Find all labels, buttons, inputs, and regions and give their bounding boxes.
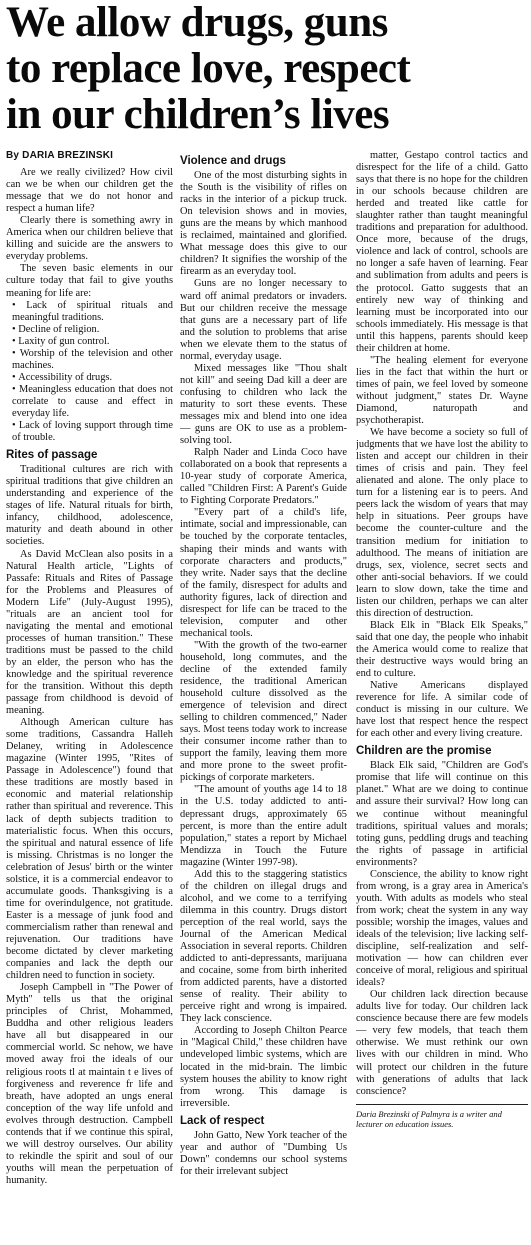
byline: By DARIA BREZINSKI [6,150,114,161]
bullet-item: • Worship of the television and other machines. [6,348,173,372]
paragraph: Our children lack direction because adults live for today. Our children lack conscience because there are few models — very few models, that teach them otherwise. We must rethink our own lives with our children in mind. Who will protect our children in the future with generations of adults that lack conscience? [356,989,528,1097]
bullet-item: • Lack of spiritual rituals and meaningful traditions. [6,300,173,324]
paragraph: The seven basic elements in our culture today that fail to give youths meaning for life are: [6,263,173,299]
bullet-item: • Meaningless education that does not correlate to cause and effect in everyday life. [6,384,173,420]
bullet-item: • Lack of loving support through time of trouble. [6,420,173,444]
paragraph: Are we really civilized? How civil can we be when our children get the message that we do not honor and respect a human life? [6,167,173,215]
bullet-item: • Laxity of gun control. [6,336,173,348]
headline [6,0,528,138]
paragraph: Add this to the staggering statistics of the children on illegal drugs and alcohol, and we come to a terrifying dilemma in this country. Drugs distort perception of the real world, says the Journal of the American Medical Association in several reports. Children addicted to anti-depressants, marijuana and cocaine, some from birth inherited from addicted parents, have a distorted sense of reality. Their ability to perceive right and wrong is impaired. They lack conscience. [180,868,347,1025]
paragraph: Mixed messages like "Thou shalt not kill" and seeing Dad kill a deer are confusing to children who lack the maturity to sort these events. These messages mix and blend into one idea — guns are OK to use as a problem-solving tool. [180,362,347,447]
paragraph: Clearly there is something awry in America when our children believe that killing and suicide are the answers to everyday problems. [6,215,173,263]
paragraph: John Gatto, New York teacher of the year and author of "Dumbing Us Down" condemns our school systems for their irrelevant subject [180,1129,347,1177]
section-heading: Violence and drugs [180,155,286,167]
article-column-3 [356,150,528,1240]
headline-line-2: to replace love, respect [6,45,411,92]
bullet-item: • Decline of religion. [6,324,173,336]
paragraph: One of the most disturbing sights in the South is the visibility of rifles on racks in the interior of a pickup truck. On television shows and in movies, guns are the means by which manhood is reclaimed, maintained and glorified. What message does this give to our children? It signifies the worship of the firearm as an everyday tool. [180,170,347,278]
article-column-2 [180,150,347,1240]
paragraph: Conscience, the ability to know right from wrong, is a gray area in America's youth. With adults as models who steal from work; cheat the system in any way possible; worship the images, values and ideals of the television; live lacking self-discipline, self-realization and self-motivation — how can children ever conceive of moral, religious and spiritual ideals? [356,868,528,989]
paragraph: Black Elk said, "Children are God's promise that life will continue on this planet." What are we doing to continue and assure their survival? How long can we continue without meaningful traditions, spiritual values and morals; toting guns, peddling drugs and teaching the rights of passage in artificial environments? [356,760,528,868]
paragraph: Joseph Campbell in "The Power of Myth" tells us that the original principles of Christ, Mohammed, Buddha and other religious leaders have all but disappeared in our commercial world. Sc nehow, we have moved away froi the ideals of our religious roots tl at maintain t e lives of forgiveness and reverence fr life and breath, have adopted an ungs eneral conception of the way life unfold and evolves through destruction. Campbell contends that if we continue this spiral, we will destroy ourselves. Our ability to rekindle the spirit and soul of our youths will mean the perpetuation of humanity. [6,982,173,1186]
section-heading: Lack of respect [180,1114,265,1127]
paragraph: "The amount of youths age 14 to 18 in the U.S. today addicted to anti-depressant drugs, approximately 65 percent, is more than the entire adult population," states a report by Michael Mendizza in Touch the Future magazine (Winter 1997-98). [180,784,347,868]
paragraph: "Every part of a child's life, intimate, social and impressionable, can be touched by the corporate tentacles, shaping their minds and wants with corporate characters and products," they write. Nader says that the decline of the family, disrespect for adults and authority figures, lack of direction and disrespect for life can be traced to the television, computer and other mechanical tools. [180,507,347,639]
paragraph: Black Elk in "Black Elk Speaks," said that one day, the people who inhabit the America would come to realize that their destructive ways would bring an end to culture. [356,619,528,680]
headline-line-1: We allow drugs, guns [6,0,388,46]
article-column-1 [6,150,173,1240]
paragraph: Ralph Nader and Linda Coco have collaborated on a book that represents a 10-year study of corporate America, called "Children First: A Parent's Guide to Fighting Corporate Predators." [180,447,347,507]
headline-line-3: in our children’s lives [6,91,390,138]
paragraph: matter, Gestapo control tactics and disrespect for the life of a child. Gatto says that there is no hope for the children in our schools because children are herded and treated like cattle for slaughter rather than taught meaningful traditions and preparation for adulthood. Once more, because of the drugs, violence and lack of control, schools are no longer a safe haven of learning. Fear and sublimation from adults and peers is the protocol. Gatto suggests that an entirely new way of thinking and learning must be incorporated into our schools immediately. His message is that until this happens, parents should keep their children at home. [356,150,528,354]
section-heading: Children are the promise [356,745,492,758]
paragraph: Traditional cultures are rich with spiritual traditions that give children an understanding and experience of the stages of life. Natural rituals for birth, infancy, childhood, adolescence, maturity and death abound in other societies. [6,464,173,548]
paragraph: "With the growth of the two-earner household, long commutes, and the decline of the extended family residence, the traditional American household culture dissolved as the emergence of television and direct selling to children commenced," Nader says. Most teens today work to increase their consumer income rather than to support the family, leaving them more and more prone to the sweet profit-pickings of corporate marketers. [180,639,347,784]
paragraph: Native Americans displayed reverence for life. A similar code of conduct is missing in our culture. We have lost that respect hence the respect for each other and every living creature. [356,680,528,740]
paragraph: As David McClean also posits in a Natural Health article, "Lights of Passafe: Rituals and Rites of Passage for the Problems and Pleasures of Modern Life" (July-August 1995), "rituals are an ancient tool for navigating the mental and emotional processes of human transition." These traditions must be passed to the child by an elder, the person who has the knowledge and the spiritual reverence for the transition. Without this depth passage from childhood is devoid of meaning. [6,548,173,717]
bullet-item: • Accessibility of drugs. [6,372,173,384]
paragraph: "The healing element for everyone lies in the fact that within the hurt or times of pain, we feel loved by someone without judgment," states Dr. Wayne Diamond, naturopath and psychotherapist. [356,354,528,427]
author-tagline: Daria Brezinski of Palmyra is a writer and lecturer on education issues. [356,1104,528,1129]
paragraph: Guns are no longer necessary to ward off animal predators or invaders. But our children receive the message that guns are a necessary part of life and the solution to problems that arise when we elevate them to the status of normal, everyday usage. [180,278,347,362]
paragraph: Although American culture has some traditions, Cassandra Halleh Delaney, writing in Adolescence magazine (Winter 1995, "Rites of Passage in Adolescence") found that these traditions are mostly based in economic and material relationship rather than spiritual and reverence. This lack of depth subjects tradition to materialistic focus. When this occurs, the spiritual and natural essence of life is missing. Christmas is no longer the celebration of Jesus' birth or the winter solstice, it is a commercial endeavor to accumulate goods. Thanksgiving is a time for overindulgence, not gratitude. Easter is a message of junk food and commercialism rather than renewal and rejuvenation. Our traditions have become dictated by clever marketing companies and lack the depth our children need to function in society. [6,717,173,982]
section-heading: Rites of passage [6,449,98,462]
paragraph: We have become a society so full of judgments that we have lost the ability to listen and accept our children in their times of crisis and pain. They feel alienated and alone. The only place to turn for a listening ear is to peers. And peers lack the wisdom of years that may help in situations. Peer groups have become the counter-culture and the transition medium for initiation to adulthood. The means of initiation are drugs, sex, violence, secret sects and other anti-social behaviors. If we could learn to slow down, take the time and listen our children, perhaps we can alter this direction of destruction. [356,427,528,619]
paragraph: According to Joseph Chilton Pearce in "Magical Child," these children have undeveloped limbic systems, which are located in the mid-brain. The limbic system houses the ability to know right from wrong. This damage is irreversible. [180,1025,347,1109]
